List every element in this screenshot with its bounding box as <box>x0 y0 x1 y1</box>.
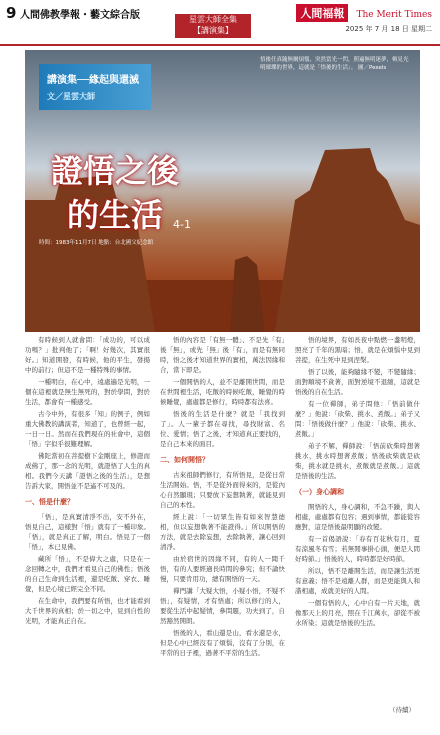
paragraph: 有一首偈語說：「春有百花秋有月，夏有涼風冬有雪；若無閒事掛心頭，便是人間好時節。」悟後的人，時時都是好時節。 <box>295 535 420 563</box>
paragraph: 悟後的人，看山還是山，看水還是水，但是心中已經沒有了煩惱，沒有了分別，在平常的日子裡，過著不平常的生活。 <box>160 629 285 657</box>
article-column-1 <box>25 335 150 628</box>
paragraph: 佛陀當初在菩提樹下金剛座上，修證而成佛了，那一念的光明，就證悟了人生的真相。我們今天講「證悟之後的生活」，是想告訴大家，開悟並不是遙不可及的。 <box>25 452 150 490</box>
paragraph: 悟的內容是「有無一體」、不是先「有」後「無」，或先「無」後「有」，而是有無同時，悟之後才知道世界的實相，萬法因緣和合，當下即是。 <box>160 336 285 374</box>
banner-line1: 星雲大師全集 <box>189 15 237 24</box>
issue-date: 2025 年 7 月 18 日 星期二 <box>345 25 432 33</box>
paragraph: 有時候到人就會問：「成功的，可以成功嗎？」批判他了；「啊！好幾次，其實很好。」知道開發，有時候，他的平生，發揚中的前行；但這不是一種特殊的事情。 <box>25 336 150 374</box>
collection-banner <box>175 14 251 38</box>
paragraph: 古來祖師們修行，有所悟見，是從日常生活開始。悟，不是從外面得來的，是從內心自然顯現；只要放下妄想執著，就能見到自己的本性。 <box>160 471 285 509</box>
paragraph: 悟的境界，有如長夜中點燃一盞明燈，照亮了千年的黑暗；悟，就是在煩惱中見到菩提，在生死中見到涅槃。 <box>295 336 420 364</box>
serial-number: 4-1 <box>173 218 191 231</box>
header-rule <box>0 44 440 46</box>
brand-english: The Merit Times <box>356 10 432 20</box>
page-number: 9 <box>6 4 17 22</box>
paragraph: 悟後的生活是什麼？就是「我找到了」。人一輩子都在尋找，尋找財富、名位、愛情；悟了之後，才知道真正要找的，是自己本來的面目。 <box>160 410 285 448</box>
series-name: 講演集──緣起與還滅 <box>47 75 140 86</box>
section-heading: （一）身心調和 <box>295 488 344 496</box>
section-heading: 一、悟是什麼？ <box>25 498 74 506</box>
newspaper-logo <box>296 2 432 34</box>
hero-image <box>25 50 420 332</box>
paragraph: 在生命中，我們要有所悟，也才能看到大千世界的真相；於一切之中，見到自性的光明，才能真正自在。 <box>25 597 150 625</box>
lecture-credit: 時間：1983年11月7日 地點：台北國父紀念館 <box>39 240 154 246</box>
paragraph: 藏所「悟」，不是偉大之處，只是在一念回轉之中，我們才看見自己的佛性；悟後的自己生命到生活裡，還是吃飯、穿衣、睡覺，但是心境已經完全不同。 <box>25 555 150 593</box>
paragraph: 古今中外，有很多「知」的例子，例如重大佛教的講演者，知道了，也曾經一起，一日一日。然而在我們現在的社會中，這個「悟」字似乎很難理解。 <box>25 410 150 448</box>
section-title: 人間佛教學報・藝文綜合版 <box>20 10 140 21</box>
paragraph: 經上說：「一切眾生皆有如來智慧德相，但以妄想執著不能證得。」所以開悟的方法，就是去除妄想，去除執著，讓心回到清淨。 <box>160 513 285 551</box>
right-butte <box>275 148 420 332</box>
paragraph: 禪門講「大疑大悟，小疑小悟，不疑不悟」，有疑情，才有悟處；所以修行的人，要從生活中起疑情，參問題，功夫到了，自然豁然開朗。 <box>160 587 285 625</box>
paragraph: 弟子不解，禪師說：「悟前砍柴時想著挑水，挑水時想著煮飯；悟後砍柴就是砍柴，挑水就是挑水，煮飯就是煮飯。」這就是悟後的生活。 <box>295 442 420 480</box>
article-body <box>25 335 420 715</box>
series-label-box <box>39 64 151 110</box>
small-butte <box>230 256 265 332</box>
paragraph: 悟了以後，能夠隨緣不變，不變隨緣；面對順境不貪著，面對逆境不退縮，這就是悟後的自在生活。 <box>295 368 420 396</box>
continued-mark: （待續） <box>389 706 415 714</box>
author-line: 文／星雲大師 <box>47 92 95 101</box>
paragraph: 有一位禪師，弟子問他：「悟前做什麼？」他說：「砍柴、挑水、煮飯。」弟子又問：「悟後做什麼？」他說：「砍柴、挑水、煮飯。」 <box>295 400 420 438</box>
headline-line2: 的生活 <box>67 196 164 234</box>
section-heading: 二、如何開悟？ <box>160 456 209 464</box>
photo-caption: 悟後任真隨無爾煩惱，突然當光一閃，照遍無明迷夢，頓見光明璀璨的世界，這就是「悟後的生活」。 圖／Pexels <box>260 57 409 71</box>
paragraph: 「悟」，是真實清淨不出，安不外在，悟見自己，這樣對「悟」就有了一種印象。「悟」，就是真正了解，明白。悟見了一個「悟」，本已見佛。 <box>25 513 150 551</box>
page-header <box>0 0 440 44</box>
paragraph: 一個有悟的人，心中自有一片天地，就像那天上的月亮，照在千江萬水，卻從不被水所染；這就是悟後的生活。 <box>295 599 420 627</box>
paragraph: 一個開悟的人，並不是離開世間，而是在世間裡生活，吃飯的時候吃飯，睡覺的時候睡覺，處處都是修行，時時都有法喜。 <box>160 378 285 406</box>
paragraph: 開悟的人，身心調和，不急不躁，與人相處，處處都有包容；遇到事情，都能從容應對，這是悟後最明顯的改變。 <box>295 503 420 531</box>
paragraph: 所以，悟不是離開生活，而是讓生活更有意義；悟不是遠離人群，而是更能與人和諧相處，成就美好的人間。 <box>295 567 420 595</box>
paragraph: 一種明白，在心中，遠處遍是光明，一個在這裡就是無生無死的，對於學問，對於生活，都會有一種感受。 <box>25 378 150 406</box>
article-column-3 <box>295 335 420 630</box>
article-column-2 <box>160 335 285 660</box>
banner-line2: 【講演集】 <box>193 26 233 35</box>
brand-name: 人間福報 <box>296 4 348 22</box>
headline-line1: 證悟之後 <box>51 152 180 190</box>
paragraph: 由於宿世的因緣不同，有的人一聞千悟，有的人要經過長時間的參究；但不論快慢，只要肯用功，總有開悟的一天。 <box>160 555 285 583</box>
